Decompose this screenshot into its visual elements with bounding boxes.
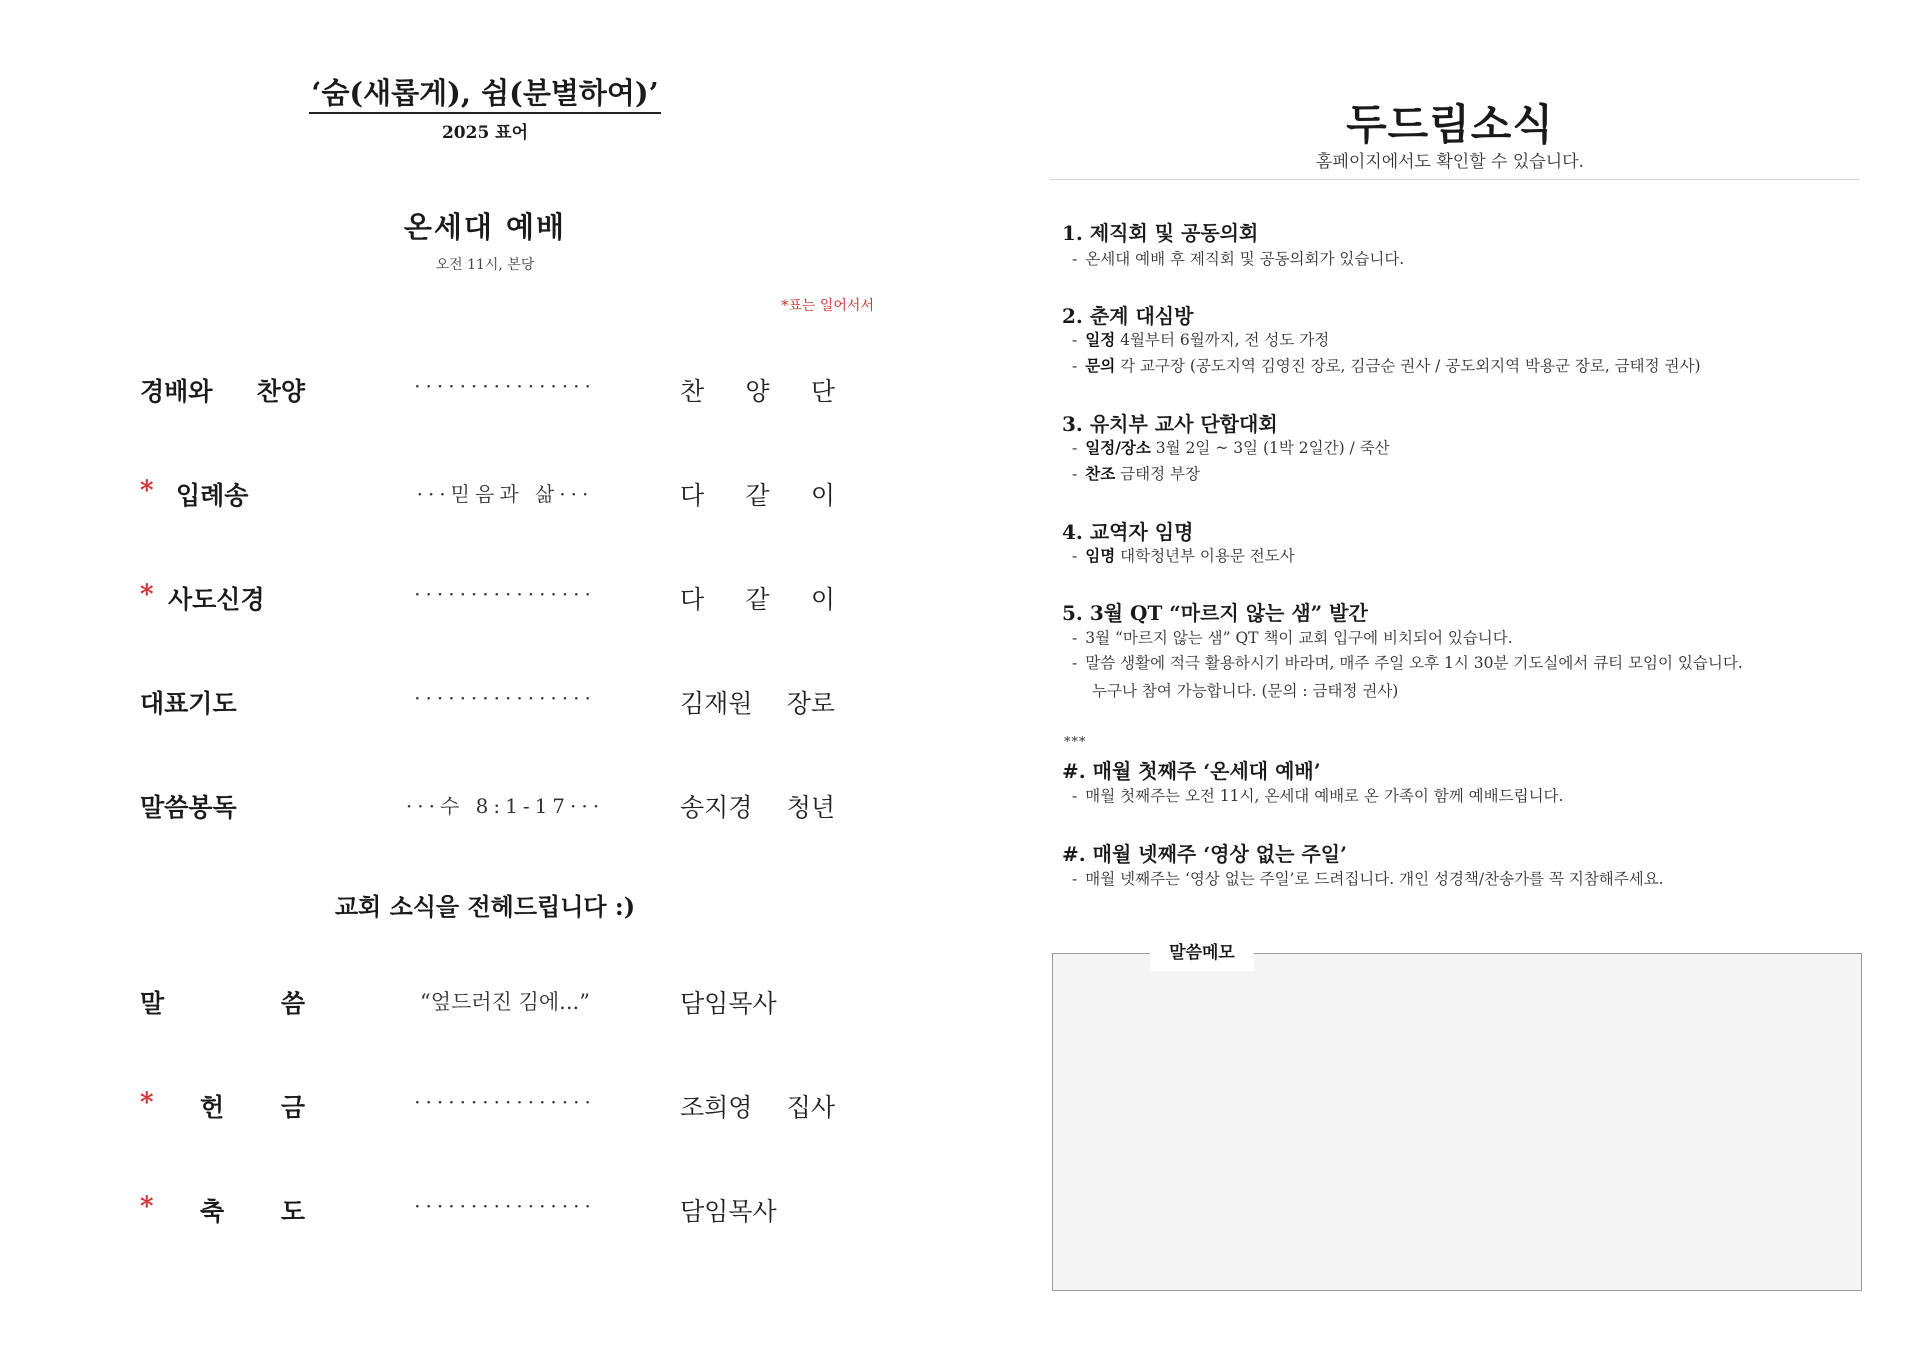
news-item-line: - 온세대 예배 후 제직회 및 공동의회가 있습니다. xyxy=(1072,250,1405,268)
order-middle: ················ xyxy=(414,1194,596,1218)
separator: *** xyxy=(1064,735,1087,750)
news-item-heading: 5. 3월 QT “마르지 않는 샘” 발간 xyxy=(1062,601,1368,625)
news-item-line: - 일정 4월부터 6월까지, 전 성도 가정 xyxy=(1072,330,1330,349)
order-leader: 조희영 집사 xyxy=(680,1093,835,1122)
order-leader: 찬 양 단 xyxy=(680,377,835,406)
order-row xyxy=(140,1188,840,1228)
order-middle: ················ xyxy=(414,686,596,710)
order-label: 입례송 xyxy=(176,481,249,510)
order-leader: 담임목사 xyxy=(680,989,777,1018)
order-row xyxy=(140,1084,840,1124)
order-label: 사도신경 xyxy=(168,585,265,614)
order-middle: ···수 8:1-17··· xyxy=(405,794,605,818)
news-extra-line: - 매월 넷째주는 ‘영상 없는 주일’로 드려집니다. 개인 성경책/찬송가를 꼭 지참해주세요. xyxy=(1072,870,1664,888)
news-extra-line: - 매월 첫째주는 오전 11시, 온세대 예배로 온 가족이 함께 예배드립니다. xyxy=(1072,787,1564,805)
order-row xyxy=(140,680,840,720)
news-item-heading: 2. 춘계 대심방 xyxy=(1062,304,1194,328)
news-subtitle: 홈페이지에서도 확인할 수 있습니다. xyxy=(1316,152,1584,172)
news-item-line: - 3월 “마르지 않는 샘” QT 책이 교회 입구에 비치되어 있습니다. xyxy=(1072,629,1513,647)
standing-note: *표는 일어서서 xyxy=(781,298,874,314)
service-title: 온세대 예배 xyxy=(403,210,567,244)
service-time: 오전 11시, 본당 xyxy=(435,257,535,273)
order-middle: ················ xyxy=(414,374,596,398)
news-item-line: - 문의 각 교구장 (공도지역 김영진 장로, 김금순 권사 / 공도외지역 박용군 장로, 금태정 권사) xyxy=(1072,356,1701,375)
motto xyxy=(0,76,970,143)
order-row xyxy=(140,784,840,824)
standing-star: * xyxy=(140,476,154,506)
divider xyxy=(1050,179,1860,180)
news-extra-heading: #. 매월 첫째주 ‘온세대 예배’ xyxy=(1062,759,1321,783)
order-row xyxy=(140,980,840,1020)
news-title: 두드림소식 xyxy=(1346,100,1554,149)
sermon-memo-label: 말씀메모 xyxy=(1150,935,1254,971)
motto-title: ‘숨(새롭게), 쉼(분별하여)’ xyxy=(309,76,660,114)
news-item-heading: 1. 제직회 및 공동의회 xyxy=(1062,221,1259,245)
order-middle: ················ xyxy=(414,1090,596,1114)
order-row xyxy=(140,472,840,512)
news-page xyxy=(1040,0,1860,1357)
news-item-line: - 말씀 생활에 적극 활용하시기 바라며, 매주 주일 오후 1시 30분 기도실에서 큐티 모임이 있습니다. xyxy=(1072,654,1743,672)
order-label: 축 도 xyxy=(200,1197,305,1226)
news-item-continuation: 누구나 참여 가능합니다. (문의 : 금태정 권사) xyxy=(1092,682,1399,700)
motto-subtitle: 2025 표어 xyxy=(441,123,529,143)
order-leader: 다 같 이 xyxy=(680,481,835,510)
order-leader: 담임목사 xyxy=(680,1197,777,1226)
order-leader: 다 같 이 xyxy=(680,585,835,614)
standing-star: * xyxy=(140,580,154,610)
news-item-line: - 찬조 금태정 부장 xyxy=(1072,464,1200,483)
order-label: 말 씀 xyxy=(140,989,305,1018)
order-row xyxy=(140,576,840,616)
news-item-line: - 임명 대학청년부 이용문 전도사 xyxy=(1072,546,1295,565)
order-label: 헌 금 xyxy=(200,1093,305,1122)
order-leader: 송지경 청년 xyxy=(680,793,835,822)
order-label: 경배와 찬양 xyxy=(140,377,305,406)
standing-star: * xyxy=(140,1192,154,1222)
news-item-heading: 4. 교역자 임명 xyxy=(1062,520,1194,544)
order-label: 말씀봉독 xyxy=(140,793,237,822)
news-extra-heading: #. 매월 넷째주 ‘영상 없는 주일’ xyxy=(1062,842,1347,866)
order-label: 대표기도 xyxy=(140,689,237,718)
order-leader: 김재원 장로 xyxy=(680,689,835,718)
sermon-memo-box[interactable] xyxy=(1052,953,1862,1291)
news-item-line: - 일정/장소 3월 2일 ~ 3일 (1박 2일간) / 죽산 xyxy=(1072,438,1390,457)
standing-star: * xyxy=(140,1088,154,1118)
news-banner: 교회 소식을 전헤드립니다 :) xyxy=(334,892,636,921)
order-middle: ················ xyxy=(414,582,596,606)
order-row xyxy=(140,368,840,408)
order-middle: “엎드러진 김에...” xyxy=(420,990,590,1014)
order-middle: ···믿음과 삶··· xyxy=(416,482,594,506)
news-item-heading: 3. 유치부 교사 단합대회 xyxy=(1062,412,1278,436)
